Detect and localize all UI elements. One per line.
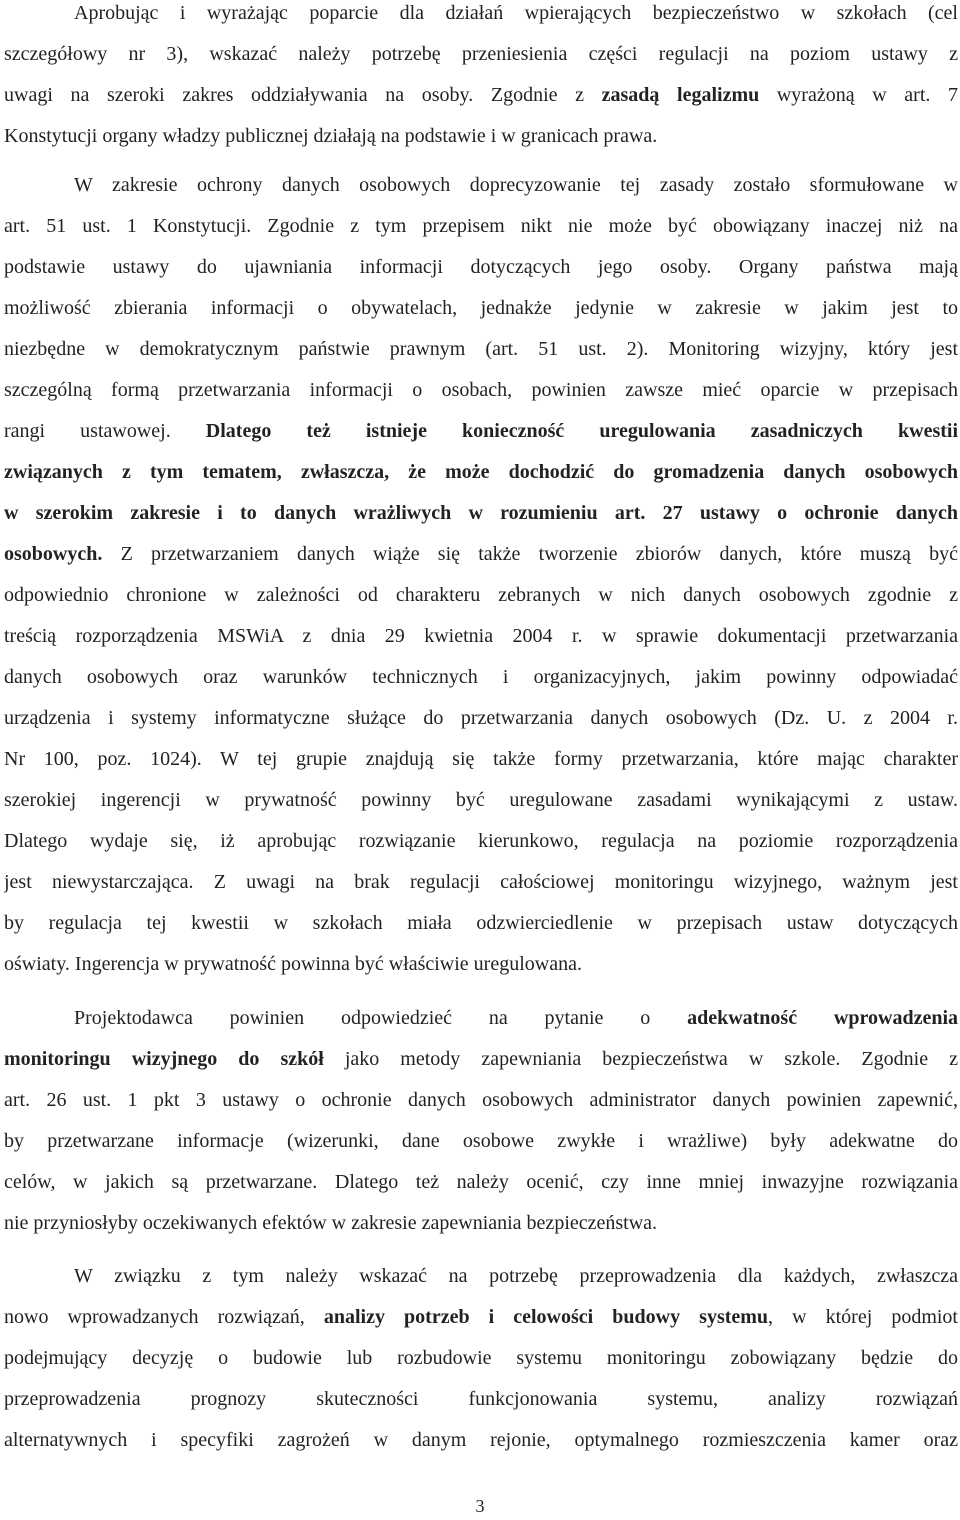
bold-text-segment: w szerokim zakresie i to danych wrażliwych w rozumieniu art. 27 ustawy o ochronie danych xyxy=(4,502,958,524)
text-line xyxy=(4,416,958,446)
text-line xyxy=(4,1343,958,1373)
text-line xyxy=(4,1167,958,1197)
text-line xyxy=(4,1003,958,1033)
text-line xyxy=(4,121,958,151)
text-segment: by regulacja tej kwestii w szkołach miała odzwierciedlenie w przepisach ustaw dotyczących xyxy=(4,912,958,934)
text-segment: Dlatego wydaje się, iż aprobując rozwiązanie kierunkowo, regulacja na poziomie rozporządzenia xyxy=(4,830,958,852)
text-segment: odpowiednio chronione w zależności od charakteru zebranych w nich danych osobowych zgodnie z xyxy=(4,584,958,606)
text-line xyxy=(4,662,958,692)
text-line xyxy=(4,1425,958,1455)
text-line xyxy=(4,1044,958,1074)
text-segment: uwagi na szeroki zakres oddziaływania na osoby. Zgodnie z xyxy=(4,84,602,106)
bold-text-segment: związanych z tym tematem, zwłaszcza, że może dochodzić do gromadzenia danych osobowych xyxy=(4,461,958,483)
text-line xyxy=(4,826,958,856)
text-segment: oświaty. Ingerencja w prywatność powinna być właściwie uregulowana. xyxy=(4,953,582,975)
text-segment: Z przetwarzaniem danych wiąże się także tworzenie zbiorów danych, które muszą być xyxy=(102,543,958,565)
text-segment: szczególną formą przetwarzania informacji o osobach, powinien zawsze mieć oparcie w przepisach xyxy=(4,379,958,401)
text-line xyxy=(4,621,958,651)
text-line xyxy=(4,170,958,200)
text-segment: art. 51 ust. 1 Konstytucji. Zgodnie z tym przepisem nikt nie może być obowiązany inaczej niż na xyxy=(4,215,958,237)
text-line xyxy=(4,457,958,487)
text-segment: przeprowadzenia prognozy skuteczności funkcjonowania systemu, analizy rozwiązań xyxy=(4,1388,958,1410)
text-segment: Projektodawca powinien odpowiedzieć na pytanie o xyxy=(74,1007,688,1029)
page-number: 3 xyxy=(475,1496,485,1516)
bold-text-segment: Dlatego też istnieje konieczność uregulowania zasadniczych kwestii xyxy=(205,420,958,442)
text-segment: , w której podmiot xyxy=(768,1306,958,1328)
bold-text-segment: adekwatność wprowadzenia xyxy=(687,1007,958,1029)
text-line xyxy=(4,1208,958,1238)
bold-text-segment: analizy potrzeb i celowości budowy systemu xyxy=(323,1306,769,1328)
text-line xyxy=(4,1085,958,1115)
text-segment: celów, w jakich są przetwarzane. Dlatego też należy ocenić, czy inne mniej inwazyjne rozwiązania xyxy=(4,1171,958,1193)
text-line xyxy=(4,703,958,733)
text-segment: danych osobowych oraz warunków technicznych i organizacyjnych, jakim powinny odpowiadać xyxy=(4,666,958,688)
text-segment: możliwość zbierania informacji o obywatelach, jednakże jedynie w zakresie w jakim jest to xyxy=(4,297,958,319)
text-segment: podejmujący decyzję o budowie lub rozbudowie systemu monitoringu zobowiązany będzie do xyxy=(4,1347,958,1369)
text-segment: Aprobując i wyrażając poparcie dla działań wpierających bezpieczeństwo w szkołach (cel xyxy=(74,2,958,24)
text-segment: jako metody zapewniania bezpieczeństwa w szkole. Zgodnie z xyxy=(323,1048,958,1070)
bold-text-segment: zasadą legalizmu xyxy=(601,84,760,106)
text-line xyxy=(4,211,958,241)
text-segment: urządzenia i systemy informatyczne służące do przetwarzania danych osobowych (Dz. U. z 2004 r. xyxy=(4,707,958,729)
text-segment: by przetwarzane informacje (wizerunki, dane osobowe zwykłe i wrażliwe) były adekwatne do xyxy=(4,1130,958,1152)
text-segment: W związku z tym należy wskazać na potrzebę przeprowadzenia dla każdych, zwłaszcza xyxy=(74,1265,958,1287)
text-segment: rangi ustawowej. xyxy=(4,420,206,442)
text-segment: alternatywnych i specyfiki zagrożeń w danym rejonie, optymalnego rozmieszczenia kamer oraz xyxy=(4,1429,958,1451)
text-line xyxy=(4,949,958,979)
text-line xyxy=(4,867,958,897)
text-line xyxy=(4,1261,958,1291)
text-line xyxy=(4,39,958,69)
text-line xyxy=(4,375,958,405)
text-segment: W zakresie ochrony danych osobowych doprecyzowanie tej zasady zostało sformułowane w xyxy=(74,174,958,196)
text-segment: szczegółowy nr 3), wskazać należy potrzebę przeniesienia części regulacji na poziom ustawy z xyxy=(4,43,958,65)
text-segment: podstawie ustawy do ujawniania informacji dotyczących jego osoby. Organy państwa mają xyxy=(4,256,958,278)
text-segment: wyrażoną w art. 7 xyxy=(759,84,958,106)
text-segment: art. 26 ust. 1 pkt 3 ustawy o ochronie danych osobowych administrator danych powinien zapewnić, xyxy=(4,1089,958,1111)
text-line xyxy=(4,1126,958,1156)
text-segment: jest niewystarczająca. Z uwagi na brak regulacji całościowej monitoringu wizyjnego, ważnym jest xyxy=(4,871,958,893)
text-segment: Nr 100, poz. 1024). W tej grupie znajdują się także formy przetwarzania, które mając charakter xyxy=(4,748,958,770)
text-line xyxy=(4,252,958,282)
text-segment: nowo wprowadzanych rozwiązań, xyxy=(4,1306,324,1328)
text-line xyxy=(4,1302,958,1332)
text-line xyxy=(4,334,958,364)
text-line xyxy=(4,498,958,528)
text-line xyxy=(4,908,958,938)
text-line xyxy=(4,580,958,610)
bold-text-segment: monitoringu wizyjnego do szkół xyxy=(4,1048,324,1070)
text-segment: nie przyniosłyby oczekiwanych efektów w zakresie zapewniania bezpieczeństwa. xyxy=(4,1212,658,1234)
text-line xyxy=(4,744,958,774)
bold-text-segment: osobowych. xyxy=(4,543,103,565)
text-segment: Konstytucji organy władzy publicznej działają na podstawie i w granicach prawa. xyxy=(4,125,658,147)
text-segment: niezbędne w demokratycznym państwie prawnym (art. 51 ust. 2). Monitoring wizyjny, który jest xyxy=(4,338,958,360)
text-line xyxy=(4,80,958,110)
text-line xyxy=(4,539,958,569)
text-segment: szerokiej ingerencji w prywatność powinny być uregulowane zasadami wynikającymi z ustaw. xyxy=(4,789,958,811)
text-line xyxy=(4,1384,958,1414)
text-segment: treścią rozporządzenia MSWiA z dnia 29 kwietnia 2004 r. w sprawie dokumentacji przetwarzania xyxy=(4,625,958,647)
text-line xyxy=(4,0,958,28)
text-line xyxy=(4,785,958,815)
text-line xyxy=(4,293,958,323)
